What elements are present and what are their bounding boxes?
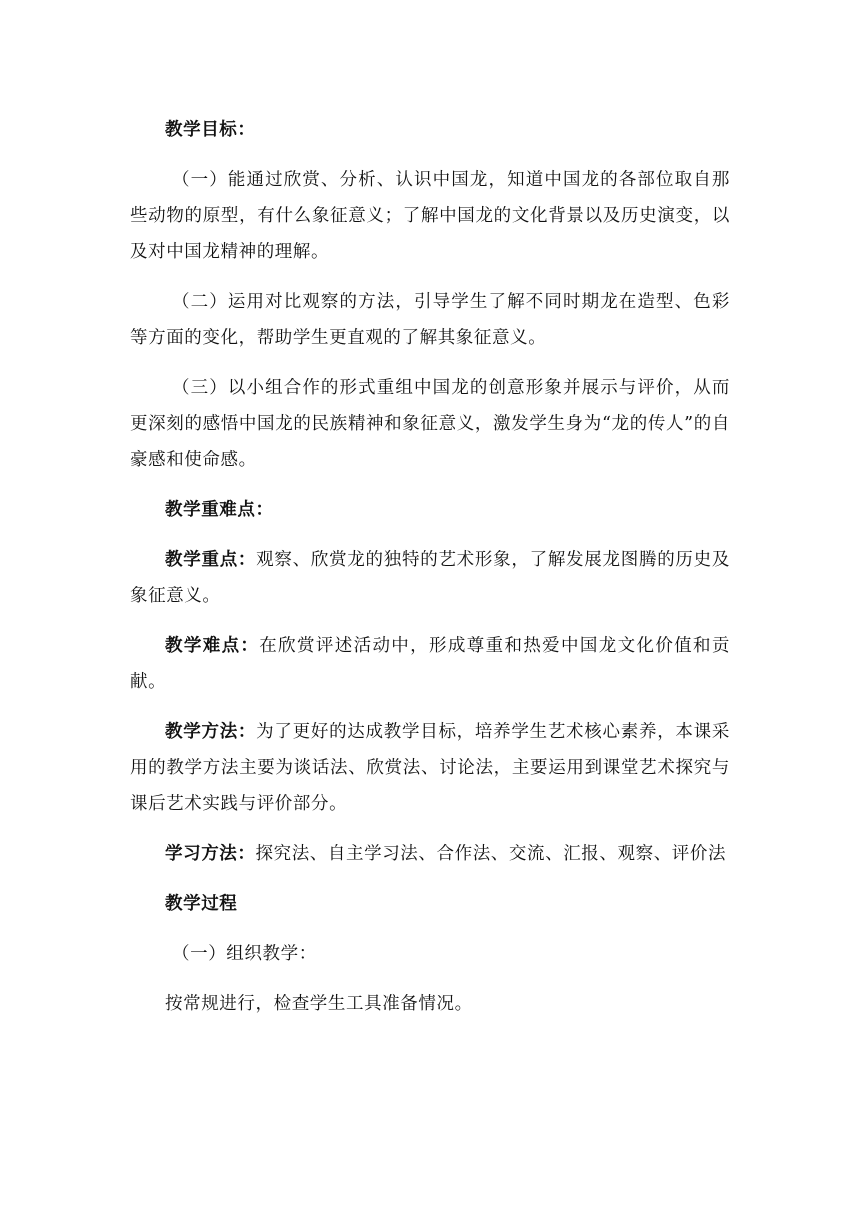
process-step-1: （一）组织教学：	[172, 944, 317, 964]
difficulty-text: 在欣赏评述活动中，形成尊重和热爱中国龙文化价值和贡献。	[130, 636, 731, 692]
method-label: 教学方法：	[165, 722, 257, 742]
key-points-heading: 教学重难点：	[165, 500, 274, 520]
objective-3: （三）以小组合作的形式重组中国龙的创意形象并展示与评价，从而更深刻的感悟中国龙的民族精神和象征意义，激发学生身为“龙的传人”的自豪感和使命感。	[130, 378, 730, 470]
learning-label: 学习方法：	[165, 844, 256, 864]
difficulty-label: 教学难点：	[165, 636, 260, 656]
key-point-text: 观察、欣赏龙的独特的艺术形象，了解发展龙图腾的历史及象征意义。	[130, 550, 730, 606]
process-step-1-text: 按常规进行，检查学生工具准备情况。	[165, 994, 473, 1014]
learning-paragraph	[130, 836, 730, 872]
objectives-heading: 教学目标：	[165, 120, 256, 140]
process-heading: 教学过程	[165, 894, 238, 914]
objective-1: （一）能通过欣赏、分析、认识中国龙，知道中国龙的各部位取自那些动物的原型，有什么象征意义；了解中国龙的文化背景以及历史演变，以及对中国龙精神的理解。	[130, 170, 730, 262]
method-text: 为了更好的达成教学目标，培养学生艺术核心素养，本课采用的教学方法主要为谈话法、欣赏法、讨论法，主要运用到课堂艺术探究与课后艺术实践与评价部分。	[130, 722, 730, 814]
key-point-paragraph	[130, 542, 730, 614]
document-page	[130, 112, 730, 1036]
learning-text: 探究法、自主学习法、合作法、交流、汇报、观察、评价法	[255, 844, 727, 864]
method-paragraph	[130, 714, 730, 822]
objective-2: （二）运用对比观察的方法，引导学生了解不同时期龙在造型、色彩等方面的变化，帮助学生更直观的了解其象征意义。	[130, 292, 730, 348]
difficulty-paragraph	[130, 628, 730, 700]
key-point-label: 教学重点：	[165, 550, 257, 570]
